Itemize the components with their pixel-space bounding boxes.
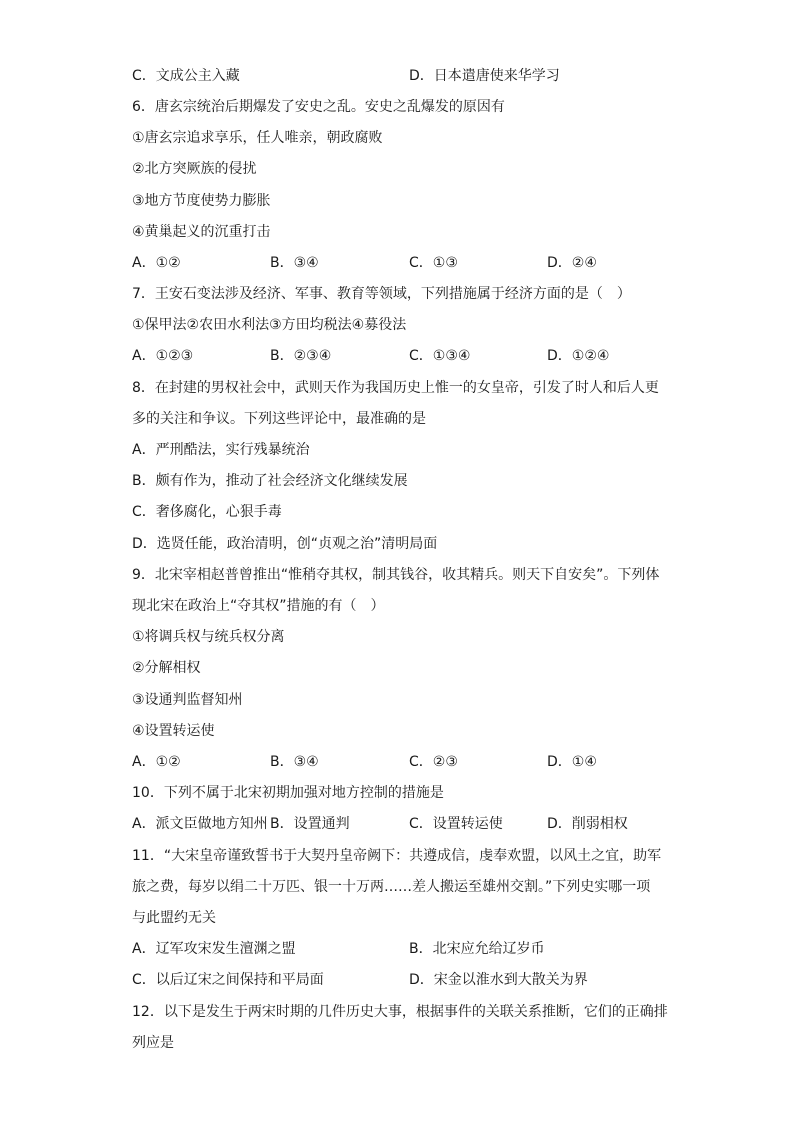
q6-item-4: ④黄巢起义的沉重打击 bbox=[132, 224, 271, 240]
q10-option-c: C．设置转运使 bbox=[409, 816, 503, 832]
q10-option-a: A．派文臣做地方知州 bbox=[132, 816, 268, 832]
q8-option-b: B．颇有作为，推动了社会经济文化继续发展 bbox=[132, 473, 408, 489]
q8-stem-line2: 多的关注和争议。下列这些评论中，最准确的是 bbox=[132, 411, 426, 427]
q11-option-b: B．北宋应允给辽岁币 bbox=[409, 941, 545, 957]
q12-stem-line2: 列应是 bbox=[132, 1035, 174, 1051]
q6-stem: 6．唐玄宗统治后期爆发了安史之乱。安史之乱爆发的原因有 bbox=[132, 99, 505, 115]
q10-option-b: B．设置通判 bbox=[270, 816, 350, 832]
q5-option-c: C．文成公主入藏 bbox=[132, 68, 240, 84]
q9-stem-line2: 现北宋在政治上“夺其权”措施的有（ ） bbox=[132, 598, 385, 614]
q9-item-1: ①将调兵权与统兵权分离 bbox=[132, 629, 285, 645]
q7-items: ①保甲法②农田水利法③方田均税法④募役法 bbox=[132, 317, 407, 333]
q6-item-1: ①唐玄宗追求享乐，任人唯亲，朝政腐败 bbox=[132, 130, 383, 146]
q5-option-d: D．日本遣唐使来华学习 bbox=[409, 68, 560, 84]
q10-option-d: D．削弱相权 bbox=[547, 816, 628, 832]
q11-stem-line3: 与此盟约无关 bbox=[132, 910, 216, 926]
q7-option-b: B．②③④ bbox=[270, 348, 332, 364]
q9-option-a: A．①② bbox=[132, 754, 181, 770]
q9-option-b: B．③④ bbox=[270, 754, 319, 770]
q12-stem-line1: 12．以下是发生于两宋时期的几件历史大事，根据事件的关联关系推断，它们的正确排 bbox=[132, 1004, 668, 1020]
q6-option-c: C．①③ bbox=[409, 255, 458, 271]
q7-option-c: C．①③④ bbox=[409, 348, 471, 364]
q11-stem-line2: 旅之费，每岁以绢二十万匹、银一十万两……差人搬运至雄州交割。”下列史实哪一项 bbox=[132, 879, 651, 895]
q6-option-d: D．②④ bbox=[547, 255, 597, 271]
q6-option-a: A．①② bbox=[132, 255, 181, 271]
q6-item-3: ③地方节度使势力膨胀 bbox=[132, 193, 271, 209]
q11-option-a: A．辽军攻宋发生澶渊之盟 bbox=[132, 941, 296, 957]
q6-option-b: B．③④ bbox=[270, 255, 319, 271]
q9-item-3: ③设通判监督知州 bbox=[132, 692, 243, 708]
q10-stem: 10．下列不属于北宋初期加强对地方控制的措施是 bbox=[132, 785, 444, 801]
q9-stem-line1: 9．北宋宰相赵普曾推出“惟稍夺其权，制其钱谷，收其精兵。则天下自安矣”。下列体 bbox=[132, 567, 660, 583]
q11-option-c: C．以后辽宋之间保持和平局面 bbox=[132, 972, 324, 988]
q9-option-d: D．①④ bbox=[547, 754, 597, 770]
q9-item-2: ②分解相权 bbox=[132, 660, 201, 676]
q11-stem-line1: 11．“大宋皇帝谨致誓书于大契丹皇帝阙下：共遵成信，虔奉欢盟，以风土之宜，助军 bbox=[132, 848, 662, 864]
q6-item-2: ②北方突厥族的侵扰 bbox=[132, 161, 257, 177]
q8-option-d: D．选贤任能，政治清明，创“贞观之治”清明局面 bbox=[132, 536, 438, 552]
q7-option-a: A．①②③ bbox=[132, 348, 194, 364]
q8-stem-line1: 8．在封建的男权社会中，武则天作为我国历史上惟一的女皇帝，引发了时人和后人更 bbox=[132, 380, 659, 396]
q9-option-c: C．②③ bbox=[409, 754, 458, 770]
q11-option-d: D．宋金以淮水到大散关为界 bbox=[409, 972, 588, 988]
q8-option-c: C．奢侈腐化，心狠手毒 bbox=[132, 504, 282, 520]
q7-option-d: D．①②④ bbox=[547, 348, 610, 364]
q9-item-4: ④设置转运使 bbox=[132, 723, 215, 739]
q8-option-a: A．严刑酷法，实行残暴统治 bbox=[132, 442, 310, 458]
q7-stem: 7．王安石变法涉及经济、军事、教育等领域，下列措施属于经济方面的是（ ） bbox=[132, 286, 631, 302]
